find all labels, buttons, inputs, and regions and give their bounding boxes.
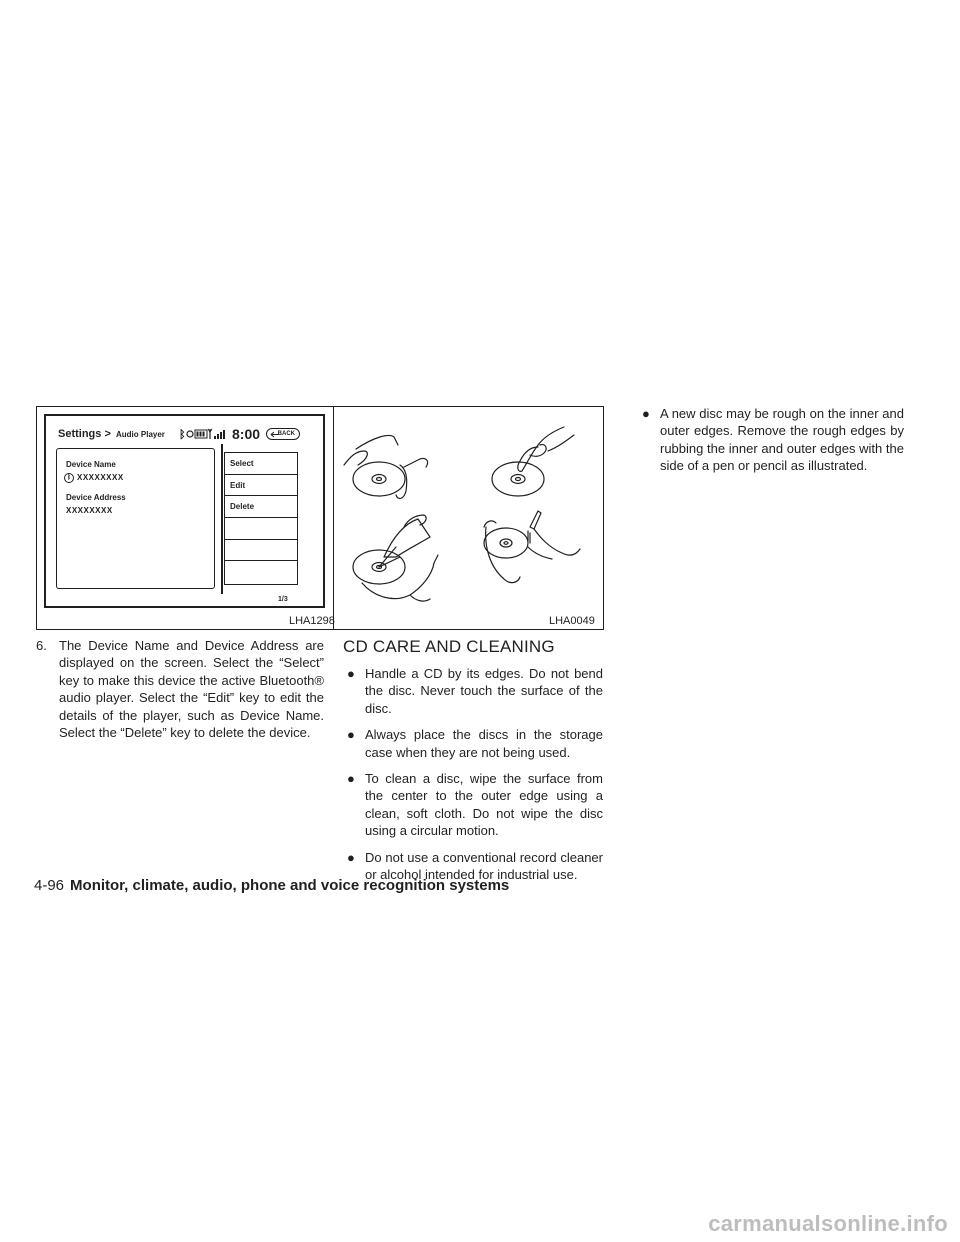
step-text: The Device Name and Device Address are displayed on the screen. Select the “Select” key to make this device the active Bluetooth® audio player. Select the “Edit” key to edit the details of the player, such as Device Name. Select the “Delete” key to delete the device. <box>59 638 324 741</box>
device-info-panel <box>56 448 215 589</box>
device-name-value: XXXXXXXX <box>77 473 124 482</box>
watermark-bar <box>0 1209 960 1242</box>
list-item: ● Always place the discs in the storage case when they are not being used. <box>347 727 603 760</box>
cd-care-list <box>341 665 603 892</box>
bullet-icon: ● <box>347 849 355 865</box>
screen-title: Settings > <box>58 428 111 440</box>
page-indicator: 1/3 <box>278 596 288 603</box>
screen-clock: 8:00 <box>232 426 261 442</box>
page-footer <box>34 877 509 894</box>
step-number: 6. <box>36 638 47 653</box>
watermark-text[interactable]: carmanualsonline.info <box>708 1211 948 1236</box>
figure-label: LHA0049 <box>549 615 595 627</box>
bullet-icon: ● <box>347 666 355 681</box>
figure-label: LHA1298 <box>289 615 335 627</box>
section-title: Monitor, climate, audio, phone and voice recognition systems <box>70 877 510 894</box>
device-menu <box>224 452 298 585</box>
figure-audio-player-screen <box>36 406 334 630</box>
cd-care-list-continued <box>636 405 904 484</box>
bullet-icon: ● <box>642 406 650 421</box>
screen-frame <box>44 414 325 608</box>
device-address-label: Device Address <box>66 493 126 502</box>
menu-item-edit[interactable]: Edit <box>225 475 297 497</box>
figure-cd-handling <box>334 406 604 630</box>
screen-subtitle: Audio Player <box>116 430 165 439</box>
bluetooth-icon: ᛒ <box>64 473 74 483</box>
back-button[interactable] <box>266 428 300 440</box>
cd-handling-illustration <box>334 407 602 613</box>
section-heading: CD CARE AND CLEANING <box>343 637 555 656</box>
step-6 <box>36 637 324 741</box>
menu-item-empty[interactable] <box>225 561 297 583</box>
menu-item-delete[interactable]: Delete <box>225 496 297 518</box>
list-item: ● Do not use a conventional record cleaner or alcohol intended for industrial use. <box>347 849 603 883</box>
list-item: ● Handle a CD by its edges. Do not bend the disc. Never touch the surface of the disc. <box>347 666 603 716</box>
back-arrow-icon <box>270 431 279 438</box>
device-address-value: XXXXXXXX <box>66 506 113 515</box>
status-icons <box>178 427 230 441</box>
menu-item-select[interactable]: Select <box>225 453 297 475</box>
menu-item-empty[interactable] <box>225 540 297 562</box>
screen-divider <box>221 444 223 594</box>
page-number: 4-96 <box>34 877 65 894</box>
menu-item-empty[interactable] <box>225 518 297 540</box>
list-item: ● A new disc may be rough on the inner and outer edges. Remove the rough edges by rubbing the inner and outer edges with the side of a pen or pencil as illustrated. <box>642 406 904 474</box>
bullet-icon: ● <box>347 727 355 743</box>
back-button-label: BACK <box>277 431 295 437</box>
bullet-icon: ● <box>347 771 355 787</box>
device-name-label: Device Name <box>66 460 116 469</box>
svg-text:ᛒ: ᛒ <box>179 429 186 441</box>
list-item: ● To clean a disc, wipe the surface from the center to the outer edge using a clean, soft cloth. Do not wipe the disc using a circular motion. <box>347 771 603 839</box>
